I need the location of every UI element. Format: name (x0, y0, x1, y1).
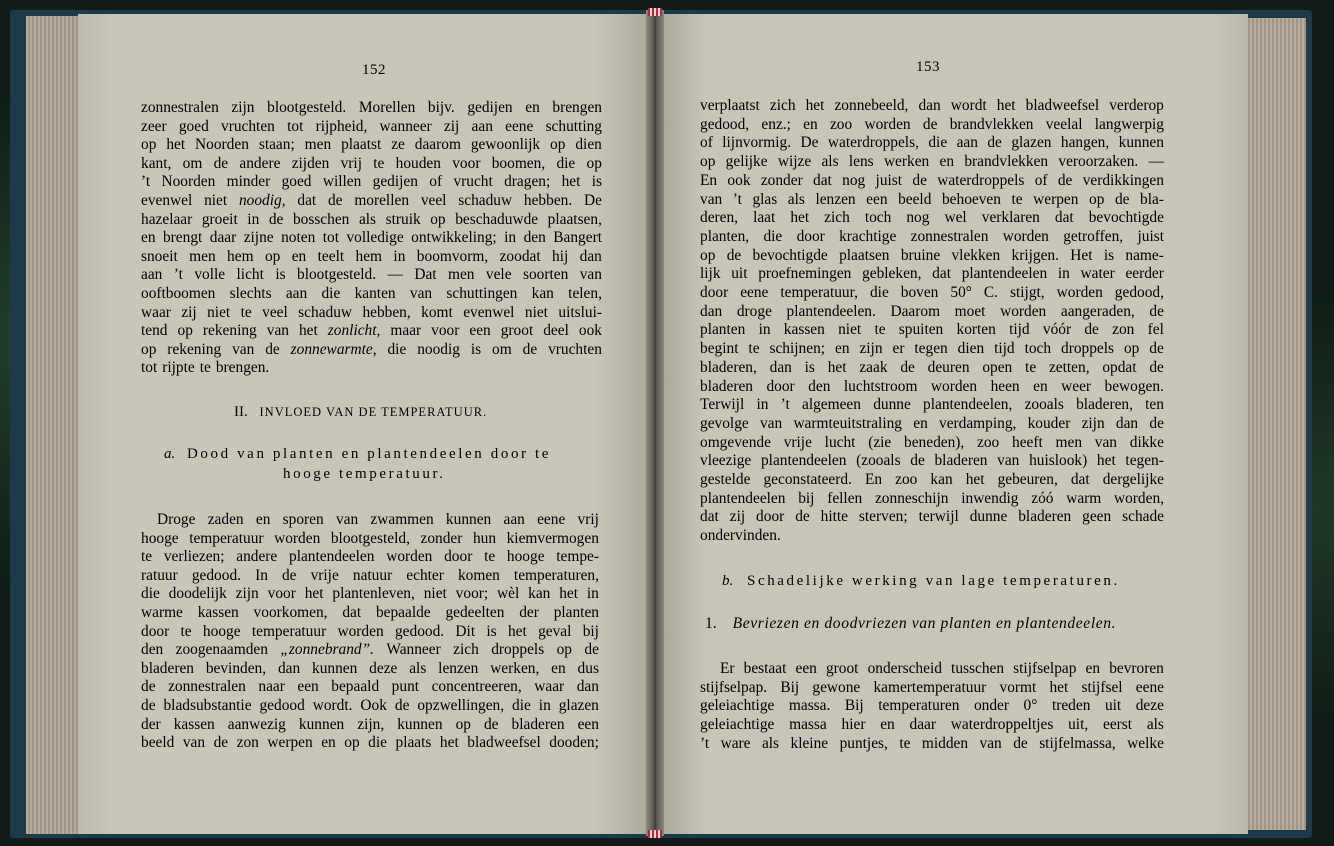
text-line: bladeren door den luchtstroom worden heen en weer bewogen. (700, 377, 1164, 395)
text-line: dat zij door de hitte sterven; terwijl dunne bladeren geen schade (700, 508, 1164, 526)
text-line: de bladsubstantie gedood wordt. Ook de opzwellingen, die in glazen (141, 697, 599, 714)
text-line: of lijnvormig. De waterdroppels, die aan de glazen hangen, kunnen (700, 134, 1164, 152)
subsection-title-line-2: hooge temperatuur. (283, 466, 446, 482)
text-line: die doodelijk zijn voor het plantenleven, niet voor; wèl kan het in (141, 585, 599, 603)
text-line: planten in kassen niet te spuiten korten tijd vóór de zon fel (700, 321, 1164, 339)
text-line: aan ’t volle licht is blootgesteld. — Dat men vele soorten van (141, 266, 602, 284)
text-line: begint te schijnen; en zijn er tegen dien tijd toch droppels op de (700, 340, 1164, 358)
text-line: door eene temperatuur, die boven 50° C. stijgt, worden gedood, (700, 284, 1164, 301)
text-line: evenwel niet noodig, dat de morellen veel schaduw hebben. De (141, 192, 602, 209)
text-line: hooge temperatuur worden blootgesteld, zonder hun kiemvermogen (141, 529, 599, 547)
text-line: plantendeelen bij fellen zonneschijn inwendig zóó warm worden, (700, 489, 1164, 507)
text-line: ratuur gedood. In de vrije natuur echter komen temperaturen, (141, 566, 599, 584)
book-gutter (646, 10, 664, 836)
text-line: tend op rekening van het zonlicht, maar voor een groot deel ook (141, 322, 602, 340)
text-line: Er bestaat een groot onderscheid tusschen stijfselpap en bevroren (720, 660, 1164, 677)
text-line: gevolge van warmteuitstraling en verdamping, kouder zijn dan de (700, 414, 1164, 432)
subsection-heading-b (722, 573, 1120, 590)
text-line: Terwijl in ’t algemeen dunne plantendeelen, zooals bladeren, ten (700, 396, 1164, 414)
text-line: te verliezen; andere plantendeelen worden door te hooge tempe- (141, 548, 599, 566)
text-line: kant, om de andere zijden vrij te houden voor boomen, die op (141, 154, 602, 172)
left-page-number: 152 (362, 62, 386, 78)
text-line: waar zij niet te veel schaduw hebben, komt evenwel niet uitslui- (141, 303, 602, 321)
text-line: op rekening van de zonnewarmte, die noodig is om de vruchten (141, 340, 602, 358)
subsection-label: a. (164, 446, 176, 462)
text-line: van ’t glas als lenzen een beeld behoeven te werpen op de bla- (700, 190, 1164, 208)
text-line: omgevende vrije lucht (zie beneden), zoo heeft men van dikke (700, 433, 1164, 451)
text-line: En ook zonder dat nog juist de waterdroppels of de verdikkingen (700, 171, 1164, 189)
subsection-title: Schadelijke werking van lage temperaturen. (747, 573, 1120, 589)
subsection-title-line-1: Dood van planten en plantendeelen door te (187, 446, 552, 462)
text-line: gedood, enz.; en zoo worden de brandvlekken veelal langwerpig (700, 115, 1164, 133)
text-line: den zoogenaamden „zonnebrand”. Wanneer zich droppels op de (141, 641, 599, 659)
text-line: warme kassen voorkomen, dat bepaalde gedeelten der planten (141, 604, 599, 621)
headband (648, 8, 662, 16)
text-line: zeer goed vruchten tot rijpheid, wanneer zij aan eene schutting (141, 117, 602, 135)
page-edges-left (26, 16, 86, 834)
text-line: hazelaar groeit in de bosschen als struik op beschaduwde plaatsen, (141, 210, 602, 228)
text-line: dan droge plantendeelen. Daarom moet worden aangeraden, de (700, 302, 1164, 320)
text-line: geleiachtige massa. Bij temperaturen onder 0° treden uit deze (700, 697, 1164, 715)
text-line: ’t ware als kleine puntjes, te midden van de stijfelmassa, welke (700, 734, 1164, 752)
text-line: ’t Noorden minder goed willen gedijen of vrucht dragen; het is (141, 173, 602, 191)
section-title: INVLOED VAN DE TEMPERATUUR. (259, 405, 488, 419)
text-line: op gelijke wijze als lens werken en brandvlekken veroorzaken. — (700, 153, 1164, 171)
text-line: ondervinden. (700, 527, 781, 545)
section-heading (234, 404, 487, 421)
tailband (648, 830, 662, 838)
text-line: geleiachtige massa hier en daar waterdroppeltjes uit, eerst als (700, 716, 1164, 734)
subsection-heading-1 (705, 615, 1116, 633)
text-line: op de bevochtigde plaatsen bruine vlekken krijgen. Het is name- (700, 246, 1164, 264)
text-line: vleezige plantendeelen (zooals de bladeren van huislook) het tegen- (700, 452, 1164, 470)
text-line: ooftboomen slechts aan die kanten van schuttingen kan telen, (141, 285, 602, 302)
right-page-number: 153 (916, 59, 940, 75)
text-line: stijfselpap. Bij gewone kamertemperatuur vormt het stijfsel eene (700, 678, 1164, 696)
text-line: verplaatst zich het zonnebeeld, dan wordt het bladweefsel verderop (700, 97, 1164, 114)
text-line: door te hooge temperatuur worden gedood. Dit is het geval bij (141, 622, 599, 640)
text-line: gestelde geconstateerd. En zoo kan het gebeuren, dat dergelijke (700, 471, 1164, 488)
text-line: beeld van de zon werpen en op die plaats het bladweefsel dooden; (141, 734, 599, 752)
subsection-title: Bevriezen en doodvriezen van planten en plantendeelen. (732, 615, 1117, 632)
section-numeral: II. (234, 404, 248, 420)
text-line: deren, laat het zich toch nog wel verklaren dat bevochtigde (700, 209, 1164, 227)
text-line: tot rijpte te brengen. (141, 359, 270, 377)
text-line: Droge zaden en sporen van zwammen kunnen aan eene vrij (157, 511, 599, 528)
text-line: snoeit men hem op en teelt hem in boomvorm, zoodat hij dan (141, 247, 602, 265)
subsection-heading-a (164, 446, 551, 463)
text-line: planten, die door krachtige zonnestralen worden getroffen, juist (700, 227, 1164, 245)
subsection-number: 1. (705, 615, 717, 632)
text-line: bladeren, dan is het zaak de deuren open te zetten, opdat de (700, 358, 1164, 376)
text-line: de zonnestralen naar een bepaald punt concentreeren, waar dan (141, 678, 599, 696)
text-line: zonnestralen zijn blootgesteld. Morellen bijv. gedijen en brengen (141, 99, 602, 116)
page-edges-right (1240, 18, 1306, 830)
text-line: der kassen aanwezig kunnen zijn, kunnen op de bladeren een (141, 715, 599, 733)
subsection-label: b. (722, 573, 734, 589)
text-line: lijk uit proefnemingen gebleken, dat plantendeelen in water eerder (700, 265, 1164, 283)
text-line: en brengt daar zijne noten tot volledige ontwikkeling; in den Bangert (141, 229, 602, 247)
text-line: op het Noorden staan; men plaatst ze daarom gewoonlijk op dien (141, 136, 602, 154)
text-line: bladeren bevinden, dan kunnen deze als lenzen werken, en dus (141, 659, 599, 677)
